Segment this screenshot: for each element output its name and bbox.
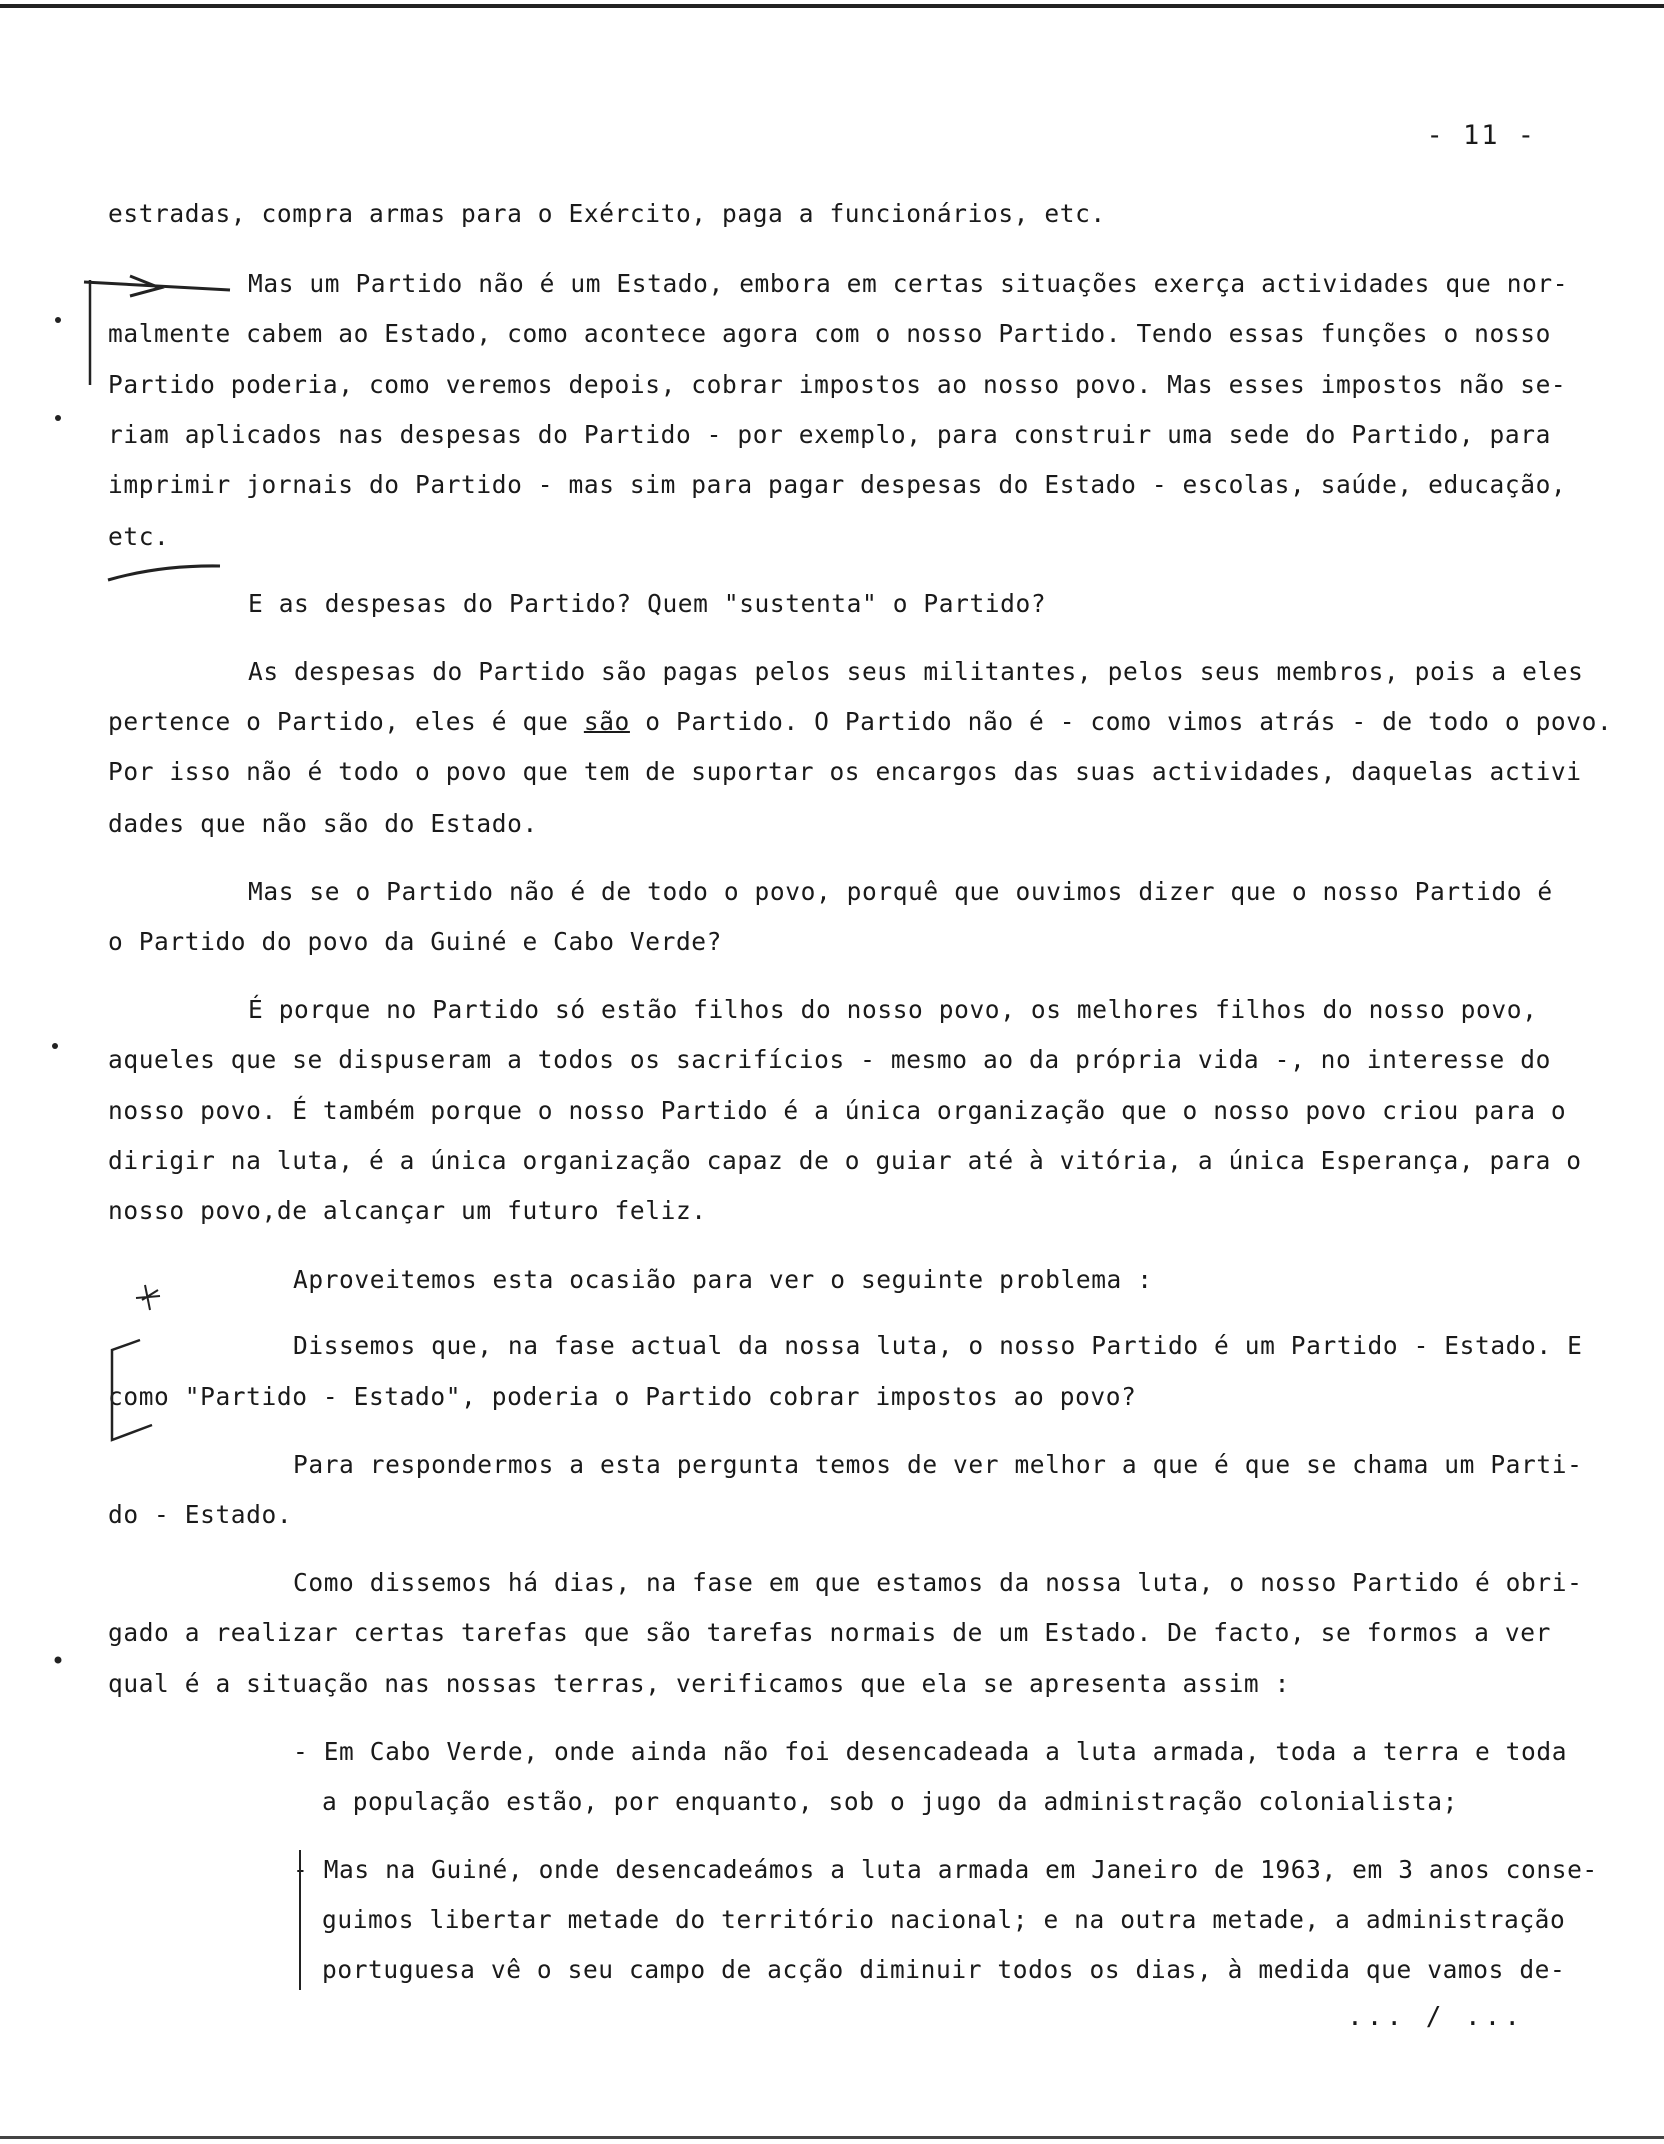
underlined-word: são — [583, 707, 630, 736]
text-line: qual é a situação nas nossas terras, verificamos que ela se apresenta assim : — [108, 1669, 1290, 1698]
margin-dot-mark — [55, 1657, 62, 1664]
text-line: aqueles que se dispuseram a todos os sacrifícios - mesmo ao da própria vida -, no interesse do — [108, 1045, 1551, 1074]
text-line: Para respondermos a esta pergunta temos de ver melhor a que é que se chama um Parti- — [293, 1450, 1583, 1479]
text-line: É porque no Partido só estão filhos do nosso povo, os melhores filhos do nosso povo, — [248, 995, 1538, 1024]
text-segment: o Partido. O Partido não é - como vimos atrás - de todo o povo. — [629, 707, 1613, 736]
text-line: Mas se o Partido não é de todo o povo, porquê que ouvimos dizer que o nosso Partido é — [248, 877, 1553, 906]
text-line: nosso povo,de alcançar um futuro feliz. — [108, 1196, 707, 1225]
text-line: do - Estado. — [108, 1500, 293, 1529]
text-line: Partido poderia, como veremos depois, cobrar impostos ao nosso povo. Mas esses impostos não se- — [108, 370, 1567, 399]
text-line: estradas, compra armas para o Exército, paga a funcionários, etc. — [108, 199, 1106, 228]
text-line: - Em Cabo Verde, onde ainda não foi desencadeada a luta armada, toda a terra e toda — [293, 1737, 1568, 1766]
margin-bracket-mark — [112, 1340, 152, 1440]
text-line: portuguesa vê o seu campo de acção diminuir todos os dias, à medida que vamos de- — [322, 1955, 1566, 1984]
text-line: - Mas na Guiné, onde desencadeámos a luta armada em Janeiro de 1963, em 3 anos conse- — [293, 1855, 1598, 1884]
margin-dot-mark — [52, 1043, 58, 1049]
text-line: dades que não são do Estado. — [108, 809, 538, 838]
text-line: Como dissemos há dias, na fase em que estamos da nossa luta, o nosso Partido é obri- — [293, 1568, 1583, 1597]
margin-dot-mark — [55, 317, 61, 323]
text-line: malmente cabem ao Estado, como acontece agora com o nosso Partido. Tendo essas funções o nosso — [108, 319, 1551, 348]
margin-dot-mark — [55, 415, 61, 421]
text-line: como "Partido - Estado", poderia o Partido cobrar impostos ao povo? — [108, 1382, 1137, 1411]
text-segment: pertence o Partido, eles é que — [108, 707, 584, 736]
bottom-border-rule — [0, 2136, 1664, 2139]
text-line: Mas um Partido não é um Estado, embora em certas situações exerça actividades que nor- — [248, 269, 1569, 298]
page-number: - 11 - — [1426, 120, 1536, 151]
asterisk-mark — [136, 1285, 160, 1310]
text-line: Dissemos que, na fase actual da nossa luta, o nosso Partido é um Partido - Estado. E — [293, 1331, 1583, 1360]
text-line: guimos libertar metade do território nacional; e na outra metade, a administração — [322, 1905, 1566, 1934]
text-line: Por isso não é todo o povo que tem de suportar os encargos das suas actividades, daquelas activi — [108, 757, 1582, 786]
text-line: riam aplicados nas despesas do Partido - por exemplo, para construir uma sede do Partido, para — [108, 420, 1551, 449]
continuation-marker: ... / ... — [1347, 2002, 1524, 2032]
text-line: Aproveitemos esta ocasião para ver o seguinte problema : — [293, 1265, 1153, 1294]
text-line: dirigir na luta, é a única organização capaz de o guiar até à vitória, a única Esperança, para o — [108, 1146, 1582, 1175]
text-line: a população estão, por enquanto, sob o jugo da administração colonialista; — [322, 1787, 1458, 1816]
text-line: gado a realizar certas tarefas que são tarefas normais de um Estado. De facto, se formos a ver — [108, 1618, 1551, 1647]
text-line: imprimir jornais do Partido - mas sim para pagar despesas do Estado - escolas, saúde, educação, — [108, 470, 1567, 499]
text-line: E as despesas do Partido? Quem "sustenta" o Partido? — [248, 589, 1047, 618]
underline-stroke-mark — [108, 566, 220, 580]
text-line: o Partido do povo da Guiné e Cabo Verde? — [108, 927, 723, 956]
text-line: As despesas do Partido são pagas pelos seus militantes, pelos seus membros, pois a eles — [248, 657, 1584, 686]
text-line: etc. — [108, 522, 170, 551]
text-line: nosso povo. É também porque o nosso Partido é a única organização que o nosso povo criou para o — [108, 1096, 1567, 1125]
